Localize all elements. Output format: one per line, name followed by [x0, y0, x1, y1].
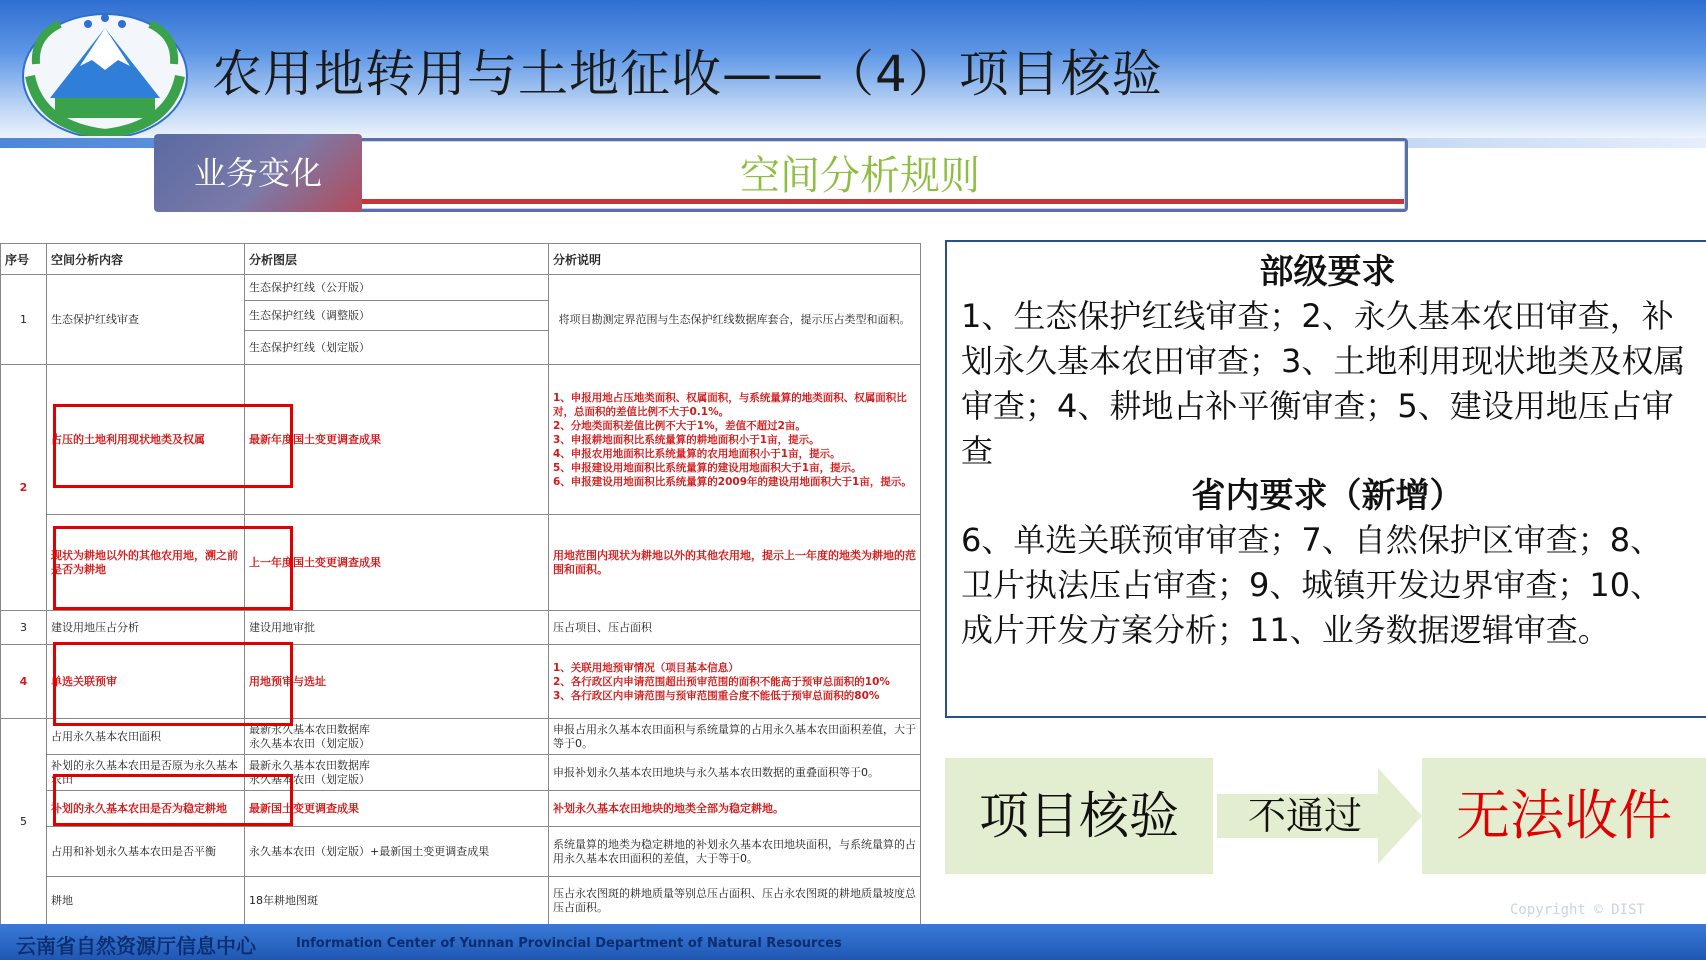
analysis-content: 补划的永久基本农田是否原为永久基本农田 — [47, 755, 245, 791]
analysis-content: 占用永久基本农田面积 — [47, 719, 245, 755]
analysis-content: 占用和补划永久基本农田是否平衡 — [47, 827, 245, 877]
analysis-layer: 最新国土变更调查成果 — [245, 791, 549, 827]
table-row — [1, 275, 921, 301]
analysis-layer: 上一年度国土变更调查成果 — [245, 515, 549, 611]
analysis-content: 现状为耕地以外的其他农用地，溯之前是否为耕地 — [47, 515, 245, 611]
analysis-desc: 将项目勘测定界范围与生态保护红线数据库套合，提示压占类型和面积。 — [549, 275, 921, 365]
table-row — [1, 877, 921, 925]
flow-step-verify: 项目核验 — [945, 758, 1213, 874]
analysis-desc: 补划永久基本农田地块的地类全部为稳定耕地。 — [549, 791, 921, 827]
column-header: 空间分析内容 — [47, 244, 245, 275]
copyright-watermark: Copyright © DIST — [1510, 902, 1645, 918]
column-header: 分析说明 — [549, 244, 921, 275]
analysis-layer: 生态保护红线（划定版） — [245, 331, 549, 365]
analysis-layer: 生态保护红线（调整版） — [245, 301, 549, 331]
row-number: 4 — [1, 645, 47, 719]
table-row — [1, 827, 921, 877]
analysis-layer: 生态保护红线（公开版） — [245, 275, 549, 301]
highlight-box — [53, 526, 293, 610]
column-header: 分析图层 — [245, 244, 549, 275]
analysis-desc: 压占项目、压占面积 — [549, 611, 921, 645]
row-number: 1 — [1, 275, 47, 365]
analysis-desc: 用地范围内现状为耕地以外的其他农用地，提示上一年度的地类为耕地的范围和面积。 — [549, 515, 921, 611]
analysis-content: 耕地 — [47, 877, 245, 925]
analysis-layer: 最新永久基本农田数据库 永久基本农田（划定版） — [245, 755, 549, 791]
table-row — [1, 611, 921, 645]
analysis-desc: 1、关联用地预审情况（项目基本信息） 2、各行政区内申请范围超出预审范围的面积不能高于预审总面积的10% 3、各行政区内申请范围与预审范围重合度不能低于预审总面积的80% — [549, 645, 921, 719]
ministry-emblem-icon — [10, 6, 200, 136]
highlight-box — [53, 642, 293, 726]
analysis-desc: 1、申报用地占压地类面积、权属面积，与系统量算的地类面积、权属面积比对，总面积的差值比例不大于0.1%。 2、分地类面积差值比例不大于1%，差值不超过2亩。 3、申报耕地面积比系统量算的耕地面积小于1亩，提示。 4、申报农用地面积比系统量算的农用地面积小于1亩，提示。 5、申报建设用地面积比系统量算的建设用地面积大于1亩，提示。 6、申报建设用地面积比系统量算的2009年的建设用地面积大于1亩，提示。 — [549, 365, 921, 515]
requirements-heading-ministry: 部级要求 — [1259, 252, 1396, 292]
analysis-content: 单选关联预审 — [47, 645, 245, 719]
banner-heading: 空间分析规则 — [740, 153, 980, 199]
analysis-layer: 18年耕地图斑 — [245, 877, 549, 925]
analysis-desc: 压占永农图斑的耕地质量等别总压占面积、压占永农图斑的耕地质量坡度总压占面积。 — [549, 877, 921, 925]
analysis-desc: 申报补划永久基本农田地块与永久基本农田数据的重叠面积等于0。 — [549, 755, 921, 791]
requirements-text-province: 6、单选关联预审审查；7、自然保护区审查；8、卫片执法压占审查；9、城镇开发边界审查；10、成片开发方案分析；11、业务数据逻辑审查。 — [961, 521, 1663, 649]
analysis-content: 生态保护红线审查 — [47, 275, 245, 365]
footer-org-en: Information Center of Yunnan Provincial Department of Natural Resources — [296, 936, 842, 951]
row-number: 5 — [1, 719, 47, 925]
analysis-content: 补划的永久基本农田是否为稳定耕地 — [47, 791, 245, 827]
analysis-desc: 系统量算的地类为稳定耕地的补划永久基本农田地块面积，与系统量算的占用永久基本农田面积的差值，大于等于0。 — [549, 827, 921, 877]
flow-connector-label: 不通过 — [1247, 794, 1362, 838]
analysis-content: 占压的土地利用现状地类及权属 — [47, 365, 245, 515]
banner-tag: 业务变化 — [154, 134, 362, 212]
column-header: 序号 — [1, 244, 47, 275]
page-title: 农用地转用与土地征收——（4）项目核验 — [212, 45, 1163, 103]
row-number: 3 — [1, 611, 47, 645]
analysis-layer: 建设用地审批 — [245, 611, 549, 645]
analysis-layer: 最新永久基本农田数据库 永久基本农田（划定版） — [245, 719, 549, 755]
flow-step-reject: 无法收件 — [1422, 758, 1706, 874]
highlight-box — [53, 774, 293, 826]
table-header-row — [1, 244, 921, 275]
requirements-heading-province: 省内要求（新增） — [1191, 476, 1464, 516]
analysis-layer: 用地预审与选址 — [245, 645, 549, 719]
analysis-desc: 申报占用永久基本农田面积与系统量算的占用永久基本农田面积差值，大于等于0。 — [549, 719, 921, 755]
analysis-layer: 永久基本农田（划定版）+最新国土变更调查成果 — [245, 827, 549, 877]
row-number: 2 — [1, 365, 47, 611]
arrow-right-icon — [1378, 768, 1422, 864]
requirements-text-ministry: 1、生态保护红线审查；2、永久基本农田审查，补划永久基本农田审查；3、土地利用现状地类及权属审查；4、耕地占补平衡审查；5、建设用地压占审查 — [961, 297, 1686, 470]
analysis-layer: 最新年度国土变更调查成果 — [245, 365, 549, 515]
highlight-box — [53, 404, 293, 488]
analysis-content: 建设用地压占分析 — [47, 611, 245, 645]
footer-org-cn: 云南省自然资源厅信息中心 — [16, 934, 256, 958]
requirements-panel — [945, 240, 1706, 718]
